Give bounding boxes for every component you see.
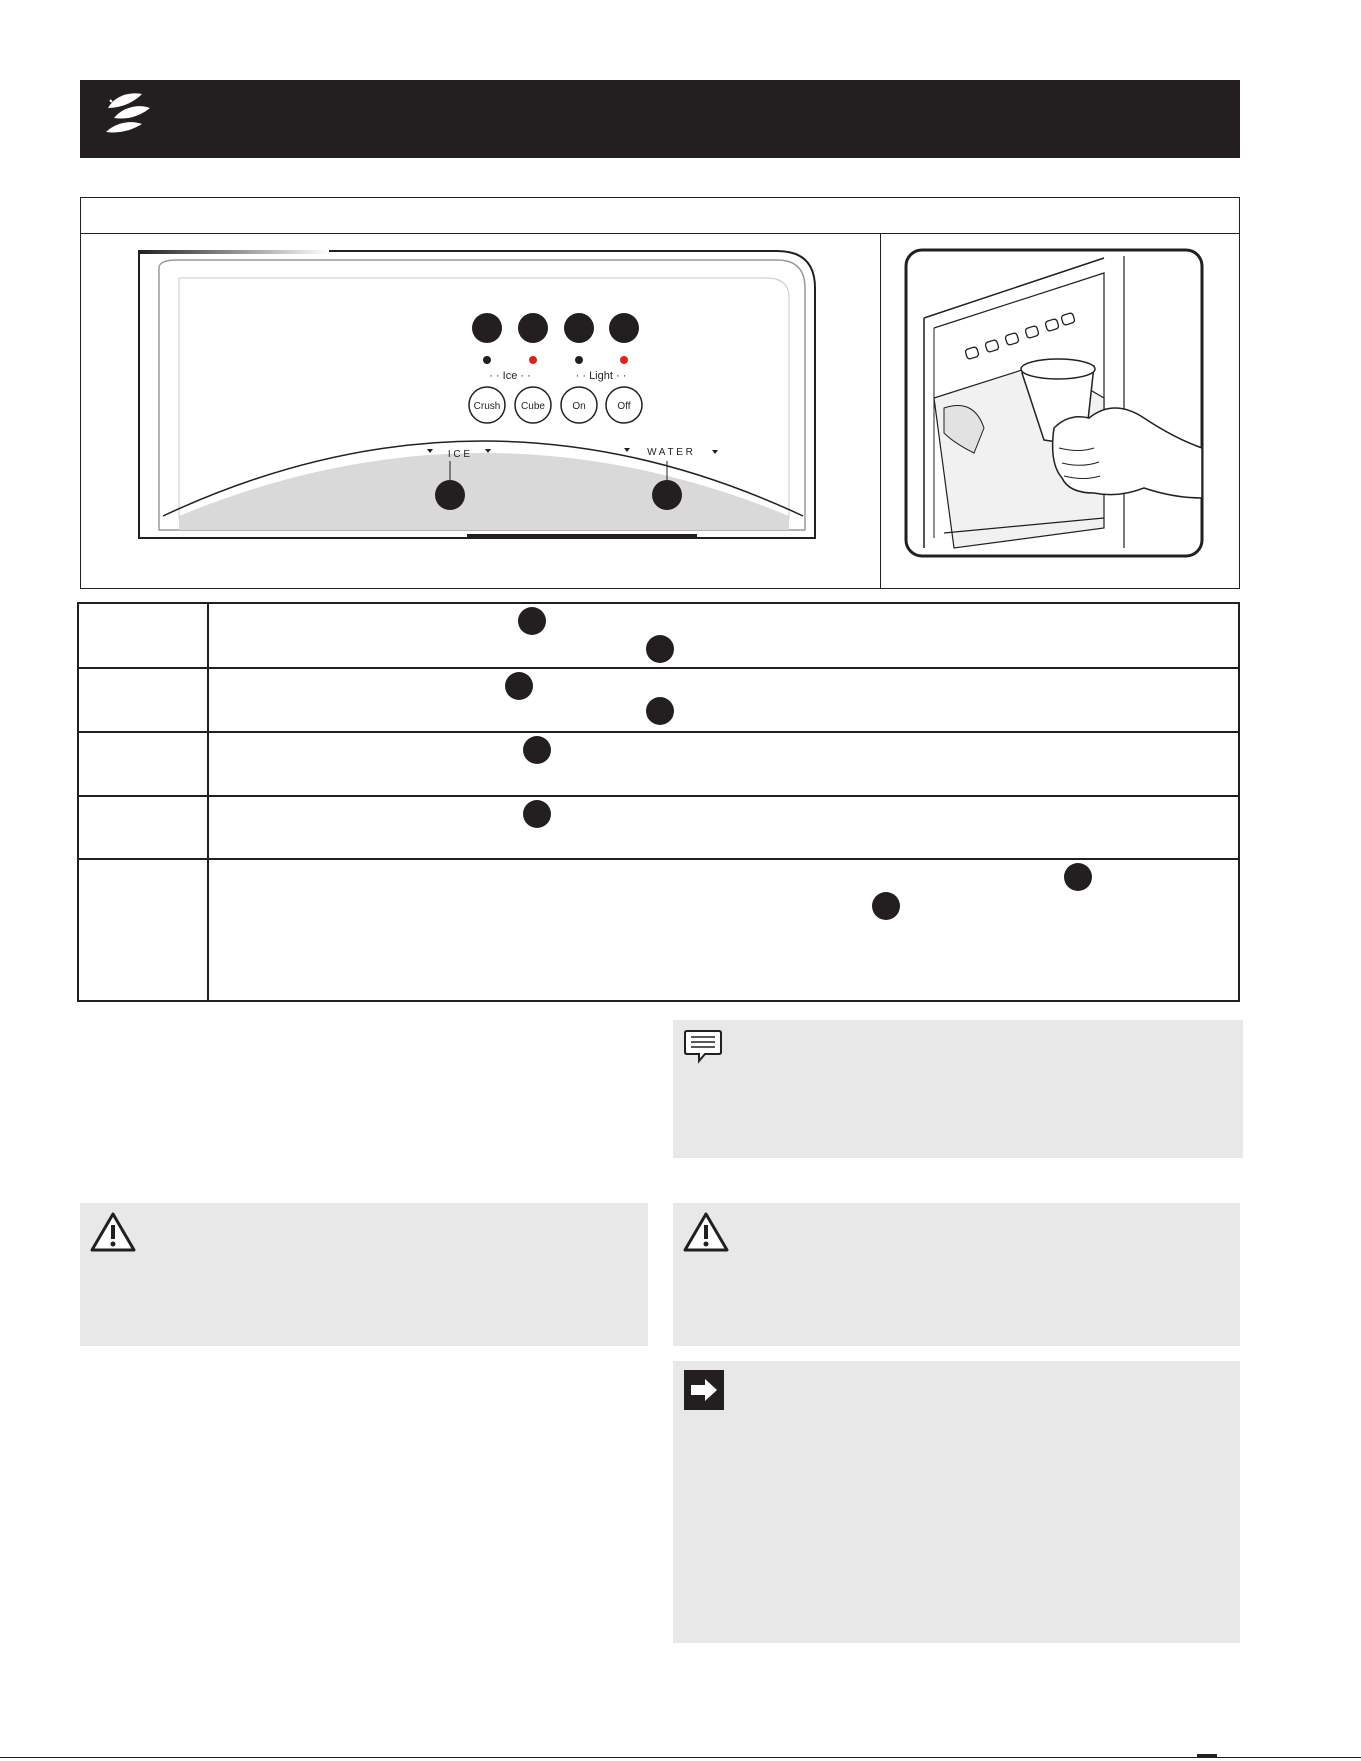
figure-box xyxy=(80,197,1240,589)
caution-box-right xyxy=(673,1203,1240,1346)
table-row xyxy=(79,604,1238,667)
cube-button[interactable] xyxy=(515,387,551,423)
section-header-bar xyxy=(80,80,1240,158)
table-row xyxy=(79,795,1238,858)
row-callout xyxy=(872,892,900,920)
on-button-label: On xyxy=(572,401,586,412)
ice-paddle-label: I C E xyxy=(447,449,471,460)
row-label-cell xyxy=(79,669,209,731)
row-callout xyxy=(1064,863,1092,891)
off-button-label: Off xyxy=(617,401,631,412)
crush-button[interactable] xyxy=(469,387,505,423)
arrow-right-icon xyxy=(683,1369,725,1411)
callout-water-paddle xyxy=(652,480,682,510)
row-label-cell xyxy=(79,860,209,1000)
footer-mark xyxy=(1197,1754,1217,1757)
row-label-cell xyxy=(79,733,209,795)
ice-group-label: · · Ice · · xyxy=(489,370,531,382)
row-label-cell xyxy=(79,797,209,858)
note-icon xyxy=(683,1028,723,1064)
indicator-dot-crush xyxy=(483,356,491,364)
callout-ice-paddle xyxy=(435,480,465,510)
light-on-button[interactable] xyxy=(561,387,597,423)
figure-divider xyxy=(880,234,881,588)
row-callout xyxy=(646,697,674,725)
note-box xyxy=(673,1020,1243,1158)
indicator-dot-cube xyxy=(529,356,537,364)
table-row xyxy=(79,667,1238,731)
cube-button-label: Cube xyxy=(521,401,545,412)
row-callout xyxy=(518,607,546,635)
indicator-dot-on xyxy=(575,356,583,364)
dispenser-hand-cup-illustration xyxy=(904,248,1204,558)
crush-button-label: Crush xyxy=(473,401,501,412)
callout-cube xyxy=(518,313,548,343)
table-row xyxy=(79,731,1238,795)
light-off-button[interactable] xyxy=(606,387,642,423)
control-panel-illustration xyxy=(137,248,837,568)
footer-rule xyxy=(0,1757,1361,1758)
callout-crush xyxy=(472,313,502,343)
row-callout xyxy=(646,635,674,663)
row-label-cell xyxy=(79,604,209,667)
light-group-label: · · Light · · xyxy=(575,370,627,382)
operations-table xyxy=(77,602,1240,1002)
row-callout xyxy=(505,672,533,700)
figure-title-strip xyxy=(81,198,1239,234)
callout-light-off xyxy=(609,313,639,343)
row-callout xyxy=(523,800,551,828)
callout-light-on xyxy=(564,313,594,343)
leaf-logo-icon xyxy=(102,88,156,134)
caution-box-left xyxy=(80,1203,648,1346)
water-paddle-label: W A T E R xyxy=(647,447,693,458)
info-box xyxy=(673,1361,1240,1643)
caution-icon xyxy=(683,1211,729,1253)
row-callout xyxy=(523,736,551,764)
caution-icon xyxy=(90,1211,136,1253)
indicator-dot-off xyxy=(620,356,628,364)
table-row xyxy=(79,858,1238,1000)
